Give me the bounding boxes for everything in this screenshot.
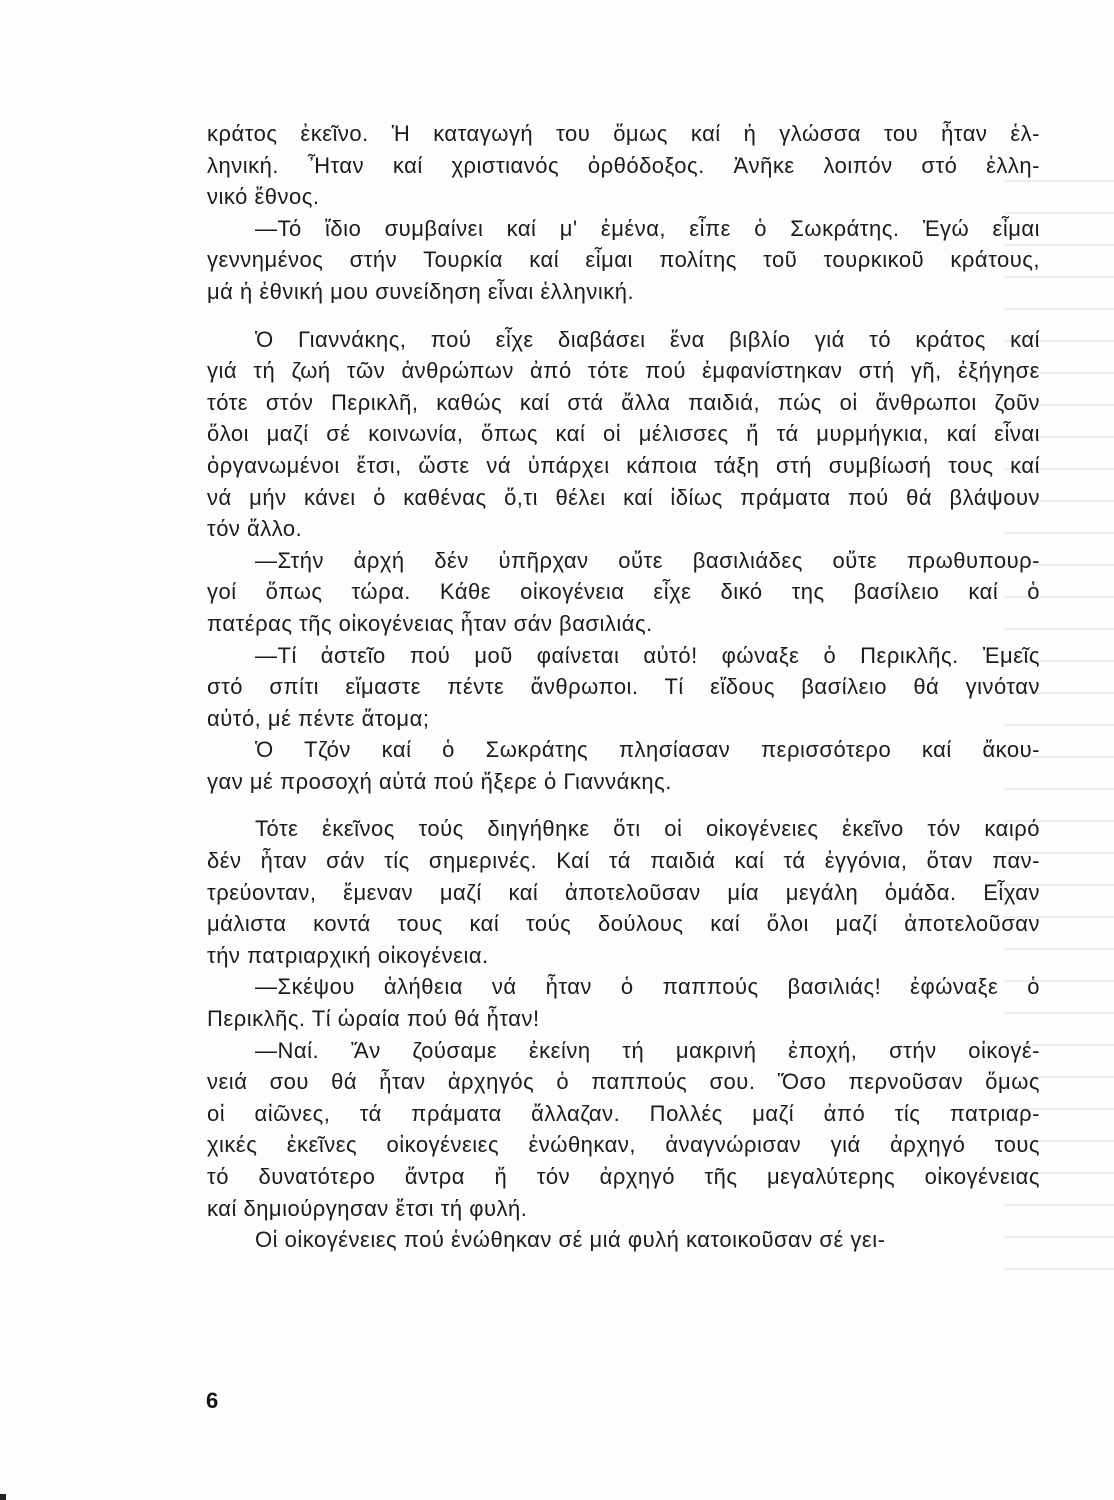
text-line: —Σκέψου ἀλήθεια νά ἦταν ὁ παππούς βασιλιάς! ἐφώναξε ὁ	[255, 974, 1040, 1000]
text-line: —Τό ἴδιο συμβαίνει καί μ' ἐμένα, εἶπε ὁ Σωκράτης. Ἐγώ εἶμαι	[255, 215, 1040, 241]
page-number: 6	[206, 1388, 219, 1413]
paragraph-p1	[207, 118, 1040, 213]
text-line: γαν μέ προσοχή αὐτά πού ἤξερε ὁ Γιαννάκης.	[207, 768, 672, 794]
text-line: ὅλοι μαζί σέ κοινωνία, ὅπως καί οἱ μέλισσες ἤ τά μυρμήγκια, καί εἶναι	[207, 421, 1040, 447]
text-line: κράτος ἐκεῖνο. Ἡ καταγωγή του ὅμως καί ἡ γλώσσα του ἦταν ἑλ-	[207, 121, 1040, 146]
text-line: χικές ἐκεῖνες οἰκογένειες ἑνώθηκαν, ἀναγνώρισαν γιά ἀρχηγό τους	[207, 1132, 1040, 1158]
paragraph-p8	[207, 971, 1040, 1034]
text-line: Ὁ Γιαννάκης, πού εἶχε διαβάσει ἕνα βιβλίο γιά τό κράτος καί	[255, 326, 1040, 352]
text-line: τότε στόν Περικλῆ, καθώς καί στά ἄλλα παιδιά, πώς οἱ ἄνθρωποι ζοῦν	[207, 389, 1040, 415]
text-line: τόν ἄλλο.	[207, 516, 303, 542]
paragraph-p9	[207, 1035, 1040, 1225]
paragraph-p6	[207, 734, 1040, 797]
text-line: Ὁ Τζόν καί ὁ Σωκράτης πλησίασαν περισσότερο καί ἄκου-	[255, 737, 1040, 763]
text-line: τήν πατριαρχική οἰκογένεια.	[207, 942, 489, 968]
text-line: Οἱ οἰκογένειες πού ἑνώθηκαν σέ μιά φυλή κατοικοῦσαν σέ γει-	[255, 1227, 886, 1253]
text-line: μάλιστα κοντά τους καί τούς δούλους καί ὅλοι μαζί ἀποτελοῦσαν	[207, 911, 1040, 937]
paragraph-p5	[207, 640, 1040, 735]
text-line: δέν ἦταν σάν τίς σημερινές. Καί τά παιδιά καί τά ἐγγόνια, ὅταν παν-	[207, 848, 1040, 874]
text-line: ὀργανωμένοι ἔτσι, ὥστε νά ὑπάρχει κάποια τάξη στή συμβίωσή τους καί	[207, 452, 1040, 478]
text-line: στό σπίτι εἴμαστε πέντε ἄνθρωποι. Τί εἴδους βασίλειο θά γινόταν	[207, 674, 1040, 700]
text-line: Τότε ἐκεῖνος τούς διηγήθηκε ὅτι οἱ οἰκογένειες ἐκεῖνο τόν καιρό	[255, 816, 1040, 842]
text-line: —Στήν ἀρχή δέν ὑπῆρχαν οὔτε βασιλιάδες οὔτε πρωθυπουρ-	[255, 547, 1040, 573]
scan-edge-mark	[0, 1494, 6, 1500]
paragraph-p7	[207, 813, 1040, 971]
text-line: οἱ αἰῶνες, τά πράματα ἄλλαζαν. Πολλές μαζί ἀπό τίς πατριαρ-	[207, 1100, 1040, 1126]
paragraph-p4	[207, 545, 1040, 640]
text-line: μά ἡ ἐθνική μου συνείδηση εἶναι ἑλληνική.	[207, 278, 635, 304]
text-line: τό δυνατότερο ἄντρα ἤ τόν ἀρχηγό τῆς μεγαλύτερης οἰκογένειας	[207, 1164, 1040, 1189]
paragraph-p2	[207, 213, 1040, 308]
text-line: γεννημένος στήν Τουρκία καί εἶμαι πολίτης τοῦ τουρκικοῦ κράτους,	[207, 247, 1040, 273]
text-line: πατέρας τῆς οἰκογένειας ἦταν σάν βασιλιάς.	[207, 610, 653, 636]
text-line: τρεύονταν, ἔμεναν μαζί καί ἀποτελοῦσαν μία μεγάλη ὁμάδα. Εἶχαν	[207, 879, 1040, 905]
text-line: γιά τή ζωή τῶν ἀνθρώπων ἀπό τότε πού ἐμφανίστηκαν στή γῆ, ἐξήγησε	[207, 358, 1040, 384]
paragraph-p3	[207, 324, 1040, 545]
body-text	[207, 118, 1040, 1256]
paragraph-p10	[207, 1224, 1040, 1256]
text-line: ληνική. Ἦταν καί χριστιανός ὀρθόδοξος. Ἀνῆκε λοιπόν στό ἑλλη-	[207, 152, 1040, 178]
text-line: νικό ἔθνος.	[207, 184, 320, 210]
text-line: καί δημιούργησαν ἔτσι τή φυλή.	[207, 1195, 528, 1221]
text-line: νειά σου θά ἦταν ἀρχηγός ὁ παππούς σου. Ὅσο περνοῦσαν ὅμως	[207, 1069, 1040, 1095]
paragraph-gap	[207, 308, 1040, 324]
text-line: νά μήν κάνει ὁ καθένας ὅ,τι θέλει καί ἰδίως πράματα πού θά βλάψουν	[207, 484, 1040, 510]
text-line: Περικλῆς. Τί ὡραία πού θά ἦταν!	[207, 1006, 540, 1032]
text-line: —Ναί. Ἄν ζούσαμε ἐκείνη τή μακρινή ἐποχή, στήν οἰκογέ-	[255, 1037, 1040, 1063]
text-line: αὐτό, μέ πέντε ἄτομα;	[207, 705, 430, 731]
paragraph-gap	[207, 797, 1040, 813]
text-line: —Τί ἀστεῖο πού μοῦ φαίνεται αὐτό! φώναξε ὁ Περικλῆς. Ἐμεῖς	[255, 642, 1040, 668]
text-line: γοί ὅπως τώρα. Κάθε οἰκογένεια εἶχε δικό της βασίλειο καί ὁ	[207, 579, 1040, 605]
